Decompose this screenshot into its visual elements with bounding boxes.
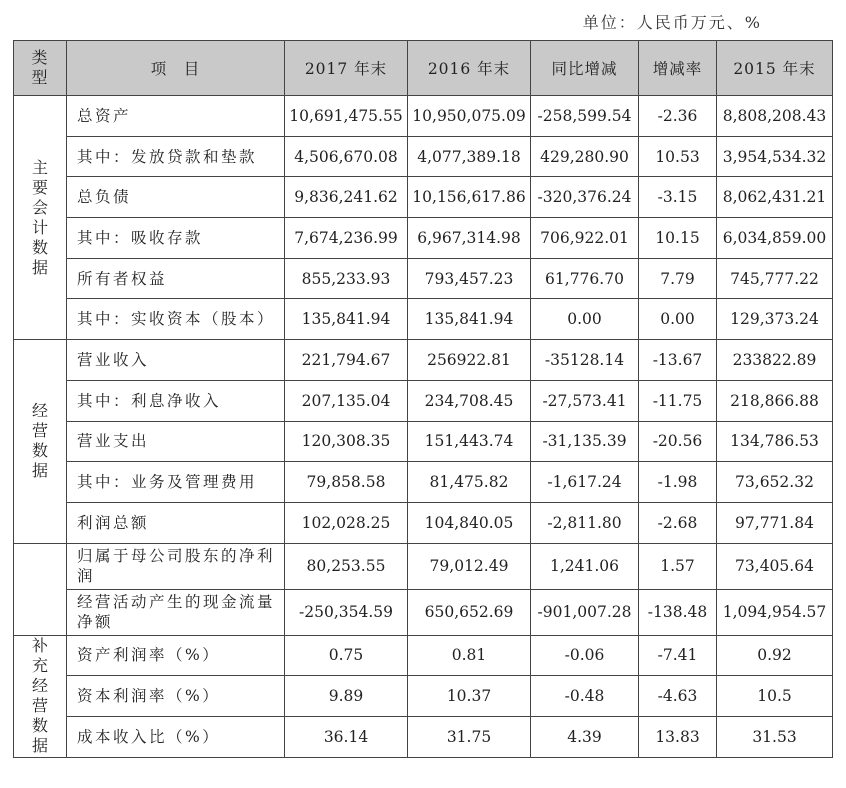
table-row (14, 380, 833, 421)
row-change: 4.39 (531, 716, 639, 757)
header-rate: 增减率 (639, 41, 717, 96)
table-row (14, 635, 833, 676)
row-change: 61,776.70 (531, 258, 639, 299)
row-2016: 234,708.45 (408, 380, 531, 421)
row-2015: 8,808,208.43 (717, 96, 833, 137)
row-2017: 7,674,236.99 (285, 218, 408, 259)
row-change: -35128.14 (531, 340, 639, 381)
row-2015: 73,652.32 (717, 462, 833, 503)
header-row (14, 41, 833, 96)
row-2017: 9,836,241.62 (285, 177, 408, 218)
row-change: 429,280.90 (531, 136, 639, 177)
row-item: 其中：实收资本（股本） (67, 299, 285, 340)
row-2016: 81,475.82 (408, 462, 531, 503)
row-2016: 10,950,075.09 (408, 96, 531, 137)
row-2017: 9.89 (285, 676, 408, 717)
category-cell (14, 635, 67, 757)
row-2016: 10.37 (408, 676, 531, 717)
header-item: 项 目 (67, 41, 285, 96)
row-change: 706,922.01 (531, 218, 639, 259)
row-rate: -2.68 (639, 502, 717, 543)
row-2015: 73,405.64 (717, 543, 833, 589)
row-item: 其中：发放贷款和垫款 (67, 136, 285, 177)
row-rate: -7.41 (639, 635, 717, 676)
row-rate: 0.00 (639, 299, 717, 340)
category-cell (14, 543, 67, 635)
row-2015: 8,062,431.21 (717, 177, 833, 218)
row-item: 利润总额 (67, 502, 285, 543)
row-change: -1,617.24 (531, 462, 639, 503)
header-2017: 2017 年末 (285, 41, 408, 96)
row-2015: 1,094,954.57 (717, 589, 833, 635)
row-rate: -13.67 (639, 340, 717, 381)
row-2016: 793,457.23 (408, 258, 531, 299)
row-2017: 102,028.25 (285, 502, 408, 543)
unit-label: 单位：人民币万元、% (582, 13, 762, 32)
row-change: -0.06 (531, 635, 639, 676)
row-change: -2,811.80 (531, 502, 639, 543)
row-item: 归属于母公司股东的净利润 (67, 543, 285, 589)
row-2017: 855,233.93 (285, 258, 408, 299)
table-row (14, 421, 833, 462)
row-change: -31,135.39 (531, 421, 639, 462)
row-2016: 135,841.94 (408, 299, 531, 340)
row-2017: 4,506,670.08 (285, 136, 408, 177)
table-row (14, 716, 833, 757)
row-2015: 233822.89 (717, 340, 833, 381)
row-item: 经营活动产生的现金流量净额 (67, 589, 285, 635)
row-item: 成本收入比（%） (67, 716, 285, 757)
row-2016: 104,840.05 (408, 502, 531, 543)
row-2015: 129,373.24 (717, 299, 833, 340)
row-rate: 10.53 (639, 136, 717, 177)
row-2016: 10,156,617.86 (408, 177, 531, 218)
row-rate: 1.57 (639, 543, 717, 589)
row-item: 总负债 (67, 177, 285, 218)
row-change: 1,241.06 (531, 543, 639, 589)
row-item: 资本利润率（%） (67, 676, 285, 717)
row-item: 其中：利息净收入 (67, 380, 285, 421)
row-2017: 10,691,475.55 (285, 96, 408, 137)
table-row (14, 299, 833, 340)
row-change: -258,599.54 (531, 96, 639, 137)
header-change: 同比增减 (531, 41, 639, 96)
row-2015: 6,034,859.00 (717, 218, 833, 259)
row-rate: -1.98 (639, 462, 717, 503)
row-change: 0.00 (531, 299, 639, 340)
row-change: -0.48 (531, 676, 639, 717)
row-rate: 13.83 (639, 716, 717, 757)
category-label: 经营数据 (31, 401, 48, 481)
row-rate: -2.36 (639, 96, 717, 137)
row-2017: 120,308.35 (285, 421, 408, 462)
row-item: 总资产 (67, 96, 285, 137)
row-2017: 79,858.58 (285, 462, 408, 503)
row-2015: 218,866.88 (717, 380, 833, 421)
table-row (14, 340, 833, 381)
header-category: 类型 (14, 41, 67, 96)
row-rate: -11.75 (639, 380, 717, 421)
row-2017: 207,135.04 (285, 380, 408, 421)
row-change: -901,007.28 (531, 589, 639, 635)
row-2017: 0.75 (285, 635, 408, 676)
table-row (14, 218, 833, 259)
row-item: 营业支出 (67, 421, 285, 462)
table-row (14, 96, 833, 137)
table-row (14, 589, 833, 635)
row-2017: 135,841.94 (285, 299, 408, 340)
row-2015: 31.53 (717, 716, 833, 757)
row-2016: 0.81 (408, 635, 531, 676)
row-2017: 221,794.67 (285, 340, 408, 381)
row-2016: 151,443.74 (408, 421, 531, 462)
row-item: 资产利润率（%） (67, 635, 285, 676)
row-rate: 10.15 (639, 218, 717, 259)
row-item: 其中：业务及管理费用 (67, 462, 285, 503)
row-2015: 10.5 (717, 676, 833, 717)
row-2016: 79,012.49 (408, 543, 531, 589)
row-2015: 0.92 (717, 635, 833, 676)
table-row (14, 543, 833, 589)
table-row (14, 136, 833, 177)
table-row (14, 462, 833, 503)
row-2017: 80,253.55 (285, 543, 408, 589)
row-change: -27,573.41 (531, 380, 639, 421)
row-item: 其中：吸收存款 (67, 218, 285, 259)
row-rate: -3.15 (639, 177, 717, 218)
category-label: 补充经营数据 (31, 636, 48, 756)
table-body (14, 96, 833, 758)
row-rate: 7.79 (639, 258, 717, 299)
row-2015: 134,786.53 (717, 421, 833, 462)
row-rate: -4.63 (639, 676, 717, 717)
row-2015: 3,954,534.32 (717, 136, 833, 177)
table-row (14, 258, 833, 299)
row-2015: 97,771.84 (717, 502, 833, 543)
header-2016: 2016 年末 (408, 41, 531, 96)
row-2016: 4,077,389.18 (408, 136, 531, 177)
row-item: 营业收入 (67, 340, 285, 381)
row-item: 所有者权益 (67, 258, 285, 299)
financial-table (13, 40, 833, 758)
table-row (14, 177, 833, 218)
category-cell (14, 340, 67, 543)
row-2016: 256922.81 (408, 340, 531, 381)
category-label: 主要会计数据 (31, 157, 48, 277)
header-2015: 2015 年末 (717, 41, 833, 96)
row-2015: 745,777.22 (717, 258, 833, 299)
row-rate: -138.48 (639, 589, 717, 635)
row-2016: 650,652.69 (408, 589, 531, 635)
category-cell (14, 96, 67, 340)
table-row (14, 676, 833, 717)
row-2016: 31.75 (408, 716, 531, 757)
row-2017: -250,354.59 (285, 589, 408, 635)
row-rate: -20.56 (639, 421, 717, 462)
row-change: -320,376.24 (531, 177, 639, 218)
row-2017: 36.14 (285, 716, 408, 757)
row-2016: 6,967,314.98 (408, 218, 531, 259)
table-row (14, 502, 833, 543)
